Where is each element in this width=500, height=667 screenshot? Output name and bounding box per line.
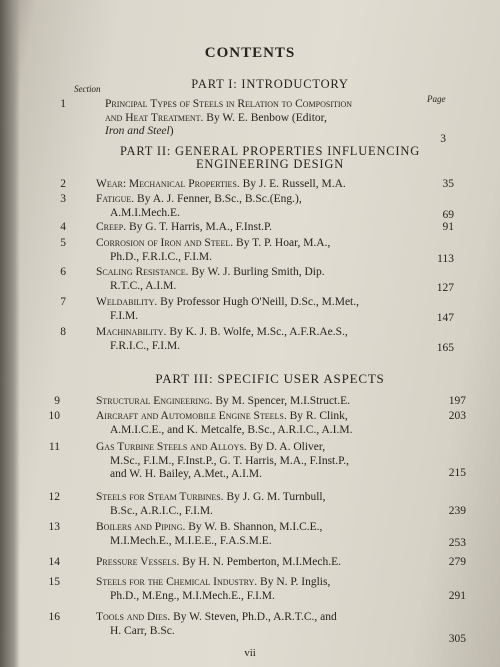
entry-text: By W. B. Shannon, M.I.C.E., xyxy=(185,521,323,533)
part-heading-line: PART I: INTRODUCTORY xyxy=(191,77,349,91)
page-number: 127 xyxy=(436,282,454,294)
page-number: 279 xyxy=(448,556,466,568)
page-number: 215 xyxy=(448,467,466,479)
entry-text: By R. Clink, xyxy=(286,410,348,422)
entry-line xyxy=(96,556,430,570)
entry-text: A.M.I.Mech.E. xyxy=(110,206,180,219)
entry-title: Steels for Steam Turbines. xyxy=(96,491,224,503)
entry-title-and-author xyxy=(96,395,430,409)
page-number: 253 xyxy=(448,537,466,549)
section-number: 7 xyxy=(60,296,66,308)
entry-text: and W. H. Bailey, A.Met., A.I.M. xyxy=(110,468,262,480)
section-number: 10 xyxy=(48,410,60,422)
entry-text: By A. J. Fenner, B.Sc., B.Sc.(Eng.), xyxy=(134,193,302,205)
entry-line xyxy=(96,535,430,549)
section-number: 15 xyxy=(48,576,60,588)
page-number: 165 xyxy=(436,342,454,354)
entry-title-and-author xyxy=(96,576,430,603)
entry-text: M.I.Mech.E., M.I.E.E., F.A.S.M.E. xyxy=(110,534,272,547)
entry-title-and-author xyxy=(96,296,418,323)
page-number: 113 xyxy=(437,253,454,265)
entry-text: A.M.I.C.E., and K. Metcalfe, B.Sc., A.R.I.C., A.I.M. xyxy=(110,423,353,436)
entry-line xyxy=(96,424,430,438)
entry-text: B.Sc., A.R.I.C., F.I.M. xyxy=(110,504,213,517)
entry-line xyxy=(96,251,418,265)
entry-line xyxy=(96,296,418,310)
entry-title: Gas Turbine Steels and Alloys. xyxy=(96,441,247,453)
entry-line xyxy=(96,611,430,625)
entry-text: By T. P. Hoar, M.A., xyxy=(233,237,331,249)
section-number: 3 xyxy=(60,193,66,205)
entry-line xyxy=(105,125,410,139)
entry-line xyxy=(105,98,410,112)
page-number: 3 xyxy=(440,133,446,145)
entry-title: Weldability. xyxy=(96,296,158,308)
section-number: 8 xyxy=(60,326,66,338)
entry-title: Fatigue. xyxy=(96,193,135,205)
page-title: CONTENTS xyxy=(204,45,296,61)
entry-text: Ph.D., F.R.I.C., F.I.M. xyxy=(110,250,213,263)
entry-text: By N. P. Inglis, xyxy=(257,576,331,588)
entry-line xyxy=(96,310,418,324)
entry-line xyxy=(96,193,418,207)
entry-line xyxy=(96,491,430,505)
entry-title-and-author xyxy=(96,221,418,235)
section-number: 5 xyxy=(60,237,66,249)
entry-title: and Heat Treatment. xyxy=(105,111,204,124)
entry-line xyxy=(96,395,430,409)
entry-title-and-author xyxy=(96,178,418,192)
entry-line xyxy=(96,468,430,482)
entry-text: ) xyxy=(169,125,174,137)
page-number: 203 xyxy=(448,410,466,422)
page-number: 291 xyxy=(448,590,466,602)
entry-line xyxy=(96,178,418,192)
entry-title: Structural Engineering. xyxy=(96,395,213,407)
section-column-heading: Section xyxy=(74,84,101,94)
entry-title: Boilers and Piping. xyxy=(96,521,186,533)
entry-line xyxy=(96,237,418,251)
entry-text: Ph.D., M.Eng., M.I.Mech.E., F.I.M. xyxy=(110,589,275,602)
part-heading-2 xyxy=(60,145,480,171)
entry-text: By Professor Hugh O'Neill, D.Sc., M.Met., xyxy=(157,296,359,308)
part-heading-1 xyxy=(60,78,480,91)
part-heading-line: PART III: SPECIFIC USER ASPECTS xyxy=(155,371,385,386)
section-number: 11 xyxy=(48,441,60,453)
entry-title: Steels for the Chemical Industry. xyxy=(96,576,258,588)
page-folio: vii xyxy=(244,647,256,659)
entry-title-and-author xyxy=(96,266,418,293)
entry-line xyxy=(96,410,430,424)
section-number: 2 xyxy=(60,178,66,190)
entry-line xyxy=(96,207,418,221)
book-spine-shadow xyxy=(0,0,20,667)
entry-line xyxy=(96,266,418,280)
entry-text: By M. Spencer, M.I.Struct.E. xyxy=(212,395,351,407)
entry-title: Aircraft and Automobile Engine Steels. xyxy=(96,410,287,422)
part-heading-line: PART II: GENERAL PROPERTIES INFLUENCING xyxy=(119,144,421,158)
entry-title-and-author xyxy=(105,98,410,139)
page-number: 305 xyxy=(448,633,466,645)
entry-text: R.T.C., A.I.M. xyxy=(110,279,177,292)
entry-line xyxy=(96,576,430,590)
section-number: 13 xyxy=(48,521,60,533)
entry-line xyxy=(96,505,430,519)
entry-title: Wear: Mechanical Properties. xyxy=(96,178,240,190)
entry-text: F.R.I.C., F.I.M. xyxy=(110,339,181,352)
section-number: 1 xyxy=(60,98,66,110)
entry-text: M.Sc., F.I.M., F.Inst.P., G. T. Harris, M.A., F.Inst.P., xyxy=(110,454,349,467)
section-number: 6 xyxy=(60,266,66,278)
part-heading-3 xyxy=(60,372,480,385)
entry-text: By D. A. Oliver, xyxy=(246,441,326,453)
entry-text: By W. J. Burling Smith, Dip. xyxy=(188,266,325,278)
page-number: 197 xyxy=(448,395,466,407)
page-number: 69 xyxy=(442,209,454,221)
entry-text: By G. T. Harris, M.A., F.Inst.P. xyxy=(126,221,273,233)
entry-text: By W. E. Benbow (Editor, xyxy=(203,111,327,124)
entry-title-and-author xyxy=(96,410,430,437)
page-number: 239 xyxy=(448,505,466,517)
section-number: 12 xyxy=(48,491,60,503)
entry-text: By H. N. Pemberton, M.I.Mech.E. xyxy=(179,556,341,568)
section-number: 14 xyxy=(48,556,60,568)
entry-title-and-author xyxy=(96,441,430,482)
page-number: 91 xyxy=(442,221,454,233)
section-number: 4 xyxy=(60,221,66,233)
section-number: 16 xyxy=(48,611,60,623)
entry-line xyxy=(96,340,418,354)
entry-text: By J. E. Russell, M.A. xyxy=(239,178,346,190)
page-column-heading: Page xyxy=(427,94,446,104)
entry-line xyxy=(96,521,430,535)
entry-title: Scaling Resistance. xyxy=(96,266,189,278)
entry-text: F.I.M. xyxy=(110,309,139,322)
entry-title: Creep. xyxy=(96,221,127,233)
entry-line xyxy=(96,441,430,455)
entry-line xyxy=(96,590,430,604)
section-number: 9 xyxy=(54,395,60,407)
entry-title-and-author xyxy=(96,326,418,353)
page-number: 147 xyxy=(436,312,454,324)
entry-title-and-author xyxy=(96,556,430,570)
entry-text: Iron and Steel xyxy=(105,125,170,137)
entry-title: Principal Types of Steels in Relation to Composition xyxy=(105,98,353,110)
entry-title-and-author xyxy=(96,491,430,518)
entry-title-and-author xyxy=(96,193,418,220)
entry-line xyxy=(96,221,418,235)
entry-line xyxy=(96,280,418,294)
entry-line xyxy=(96,455,430,469)
entry-line xyxy=(105,112,410,126)
entry-line xyxy=(96,326,418,340)
entry-line xyxy=(96,625,430,639)
entry-title: Corrosion of Iron and Steel. xyxy=(96,237,234,249)
entry-title: Machinability. xyxy=(96,326,167,338)
part-heading-line: ENGINEERING DESIGN xyxy=(195,157,345,171)
entry-title-and-author xyxy=(96,237,418,264)
page-number: 35 xyxy=(442,178,454,190)
entry-title: Tools and Dies. xyxy=(96,611,171,623)
entry-title-and-author xyxy=(96,611,430,638)
entry-text: By W. Steven, Ph.D., A.R.T.C., and xyxy=(170,611,337,623)
entry-text: H. Carr, B.Sc. xyxy=(110,624,175,637)
entry-text: By K. J. B. Wolfe, M.Sc., A.F.R.Ae.S., xyxy=(166,326,348,338)
entry-title-and-author xyxy=(96,521,430,548)
entry-title: Pressure Vessels. xyxy=(96,556,180,568)
entry-text: By J. G. M. Turnbull, xyxy=(223,491,326,503)
